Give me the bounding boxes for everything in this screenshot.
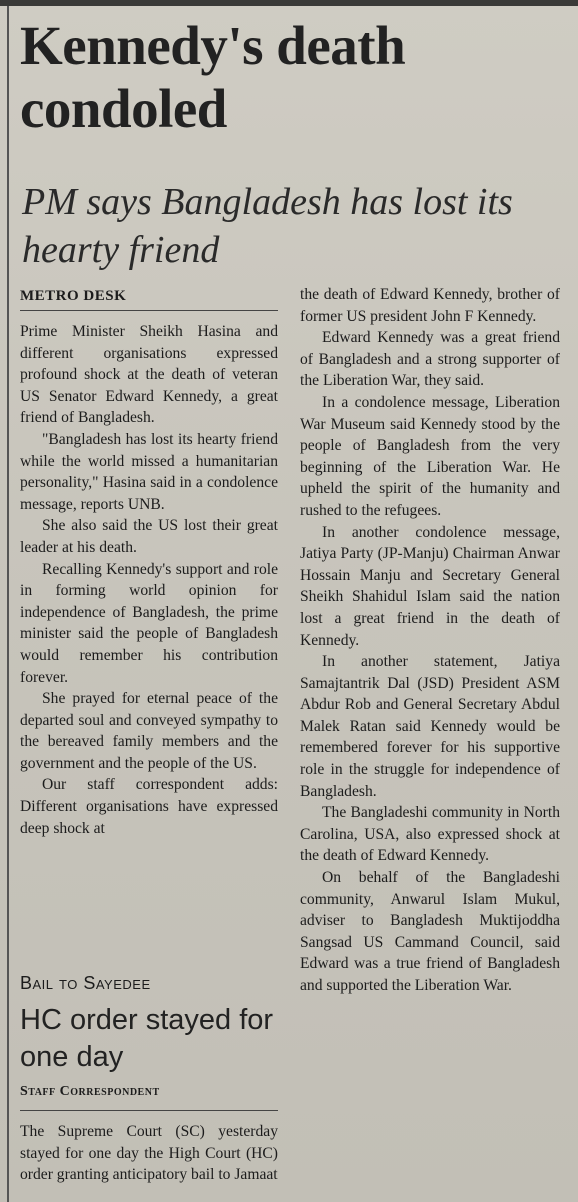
article-paragraph: On behalf of the Bangladeshi community, Anwarul Islam Mukul, adviser to Bangladesh Muktijoddha Sangsad US Cammand Council, said Edward was a true friend of Bangladesh and supported the Liberation War. xyxy=(300,869,560,994)
article-paragraph: Recalling Kennedy's support and role in forming world opinion for independence of Bangladesh, the prime minister said the people of Bangladesh would remember his contribution forever. xyxy=(20,560,278,686)
headline: Kennedy's death condoled xyxy=(20,15,406,139)
article-paragraph: In another condolence message, Jatiya Party (JP-Manju) Chairman Anwar Hossain Manju and Secretary General Sheikh Shahidul Islam said the nation lost a great friend in the death of Kennedy. xyxy=(300,523,560,649)
sub-story-byline: Staff Correspondent xyxy=(20,1084,160,1099)
sub-story-divider xyxy=(20,1110,278,1111)
sub-story-headline: HC order stayed for one day xyxy=(20,1004,274,1073)
top-edge xyxy=(0,0,578,6)
article-paragraph: the death of Edward Kennedy, brother of former US president John F Kennedy. xyxy=(300,286,560,325)
article-paragraph: She also said the US lost their great leader at his death. xyxy=(20,517,278,556)
article-column-left xyxy=(20,284,278,839)
sub-story xyxy=(20,968,278,1186)
article-paragraph: Prime Minister Sheikh Hasina and different organisations expressed profound shock at the death of veteran US Senator Edward Kennedy, a great friend of Bangladesh. xyxy=(20,323,278,427)
sub-story-body: The Supreme Court (SC) yesterday stayed for one day the High Court (HC) order granting anticipatory bail to Jamaat xyxy=(20,1123,278,1184)
article-paragraph: She prayed for eternal peace of the departed soul and conveyed sympathy to the bereaved family members and the government and the people of the US. xyxy=(20,690,278,772)
article-paragraph: The Bangladeshi community in North Carolina, USA, also expressed shock at the death of Edward Kennedy. xyxy=(300,804,560,865)
article-column-right xyxy=(300,284,560,997)
article-paragraph: In another statement, Jatiya Samajtantrik Dal (JSD) President ASM Abdur Rob and General Secretary Abdul Malek Ratan said Kennedy would be remembered forever for his supportive role in the struggle for independence of Bangladesh. xyxy=(300,653,560,800)
column-rule xyxy=(7,6,9,1202)
article-paragraph: Our staff correspondent adds: Different organisations have expressed deep shock at xyxy=(20,776,278,837)
subhead: PM says Bangladesh has lost its hearty friend xyxy=(22,181,513,271)
article-paragraph: "Bangladesh has lost its hearty friend while the world missed a humanitarian personality," Hasina said in a condolence message, reports UNB. xyxy=(20,430,278,513)
byline: METRO DESK xyxy=(20,288,127,304)
article-paragraph: Edward Kennedy was a great friend of Bangladesh and a strong supporter of the Liberation War, they said. xyxy=(300,329,560,390)
article-paragraph: In a condolence message, Liberation War Museum said Kennedy stood by the people of Bangladesh from the very beginning of the Liberation War. He upheld the spirit of the humanity and rushed to the refugees. xyxy=(300,393,560,519)
byline-divider xyxy=(20,310,278,311)
sub-story-kicker: Bail to Sayedee xyxy=(20,973,151,993)
